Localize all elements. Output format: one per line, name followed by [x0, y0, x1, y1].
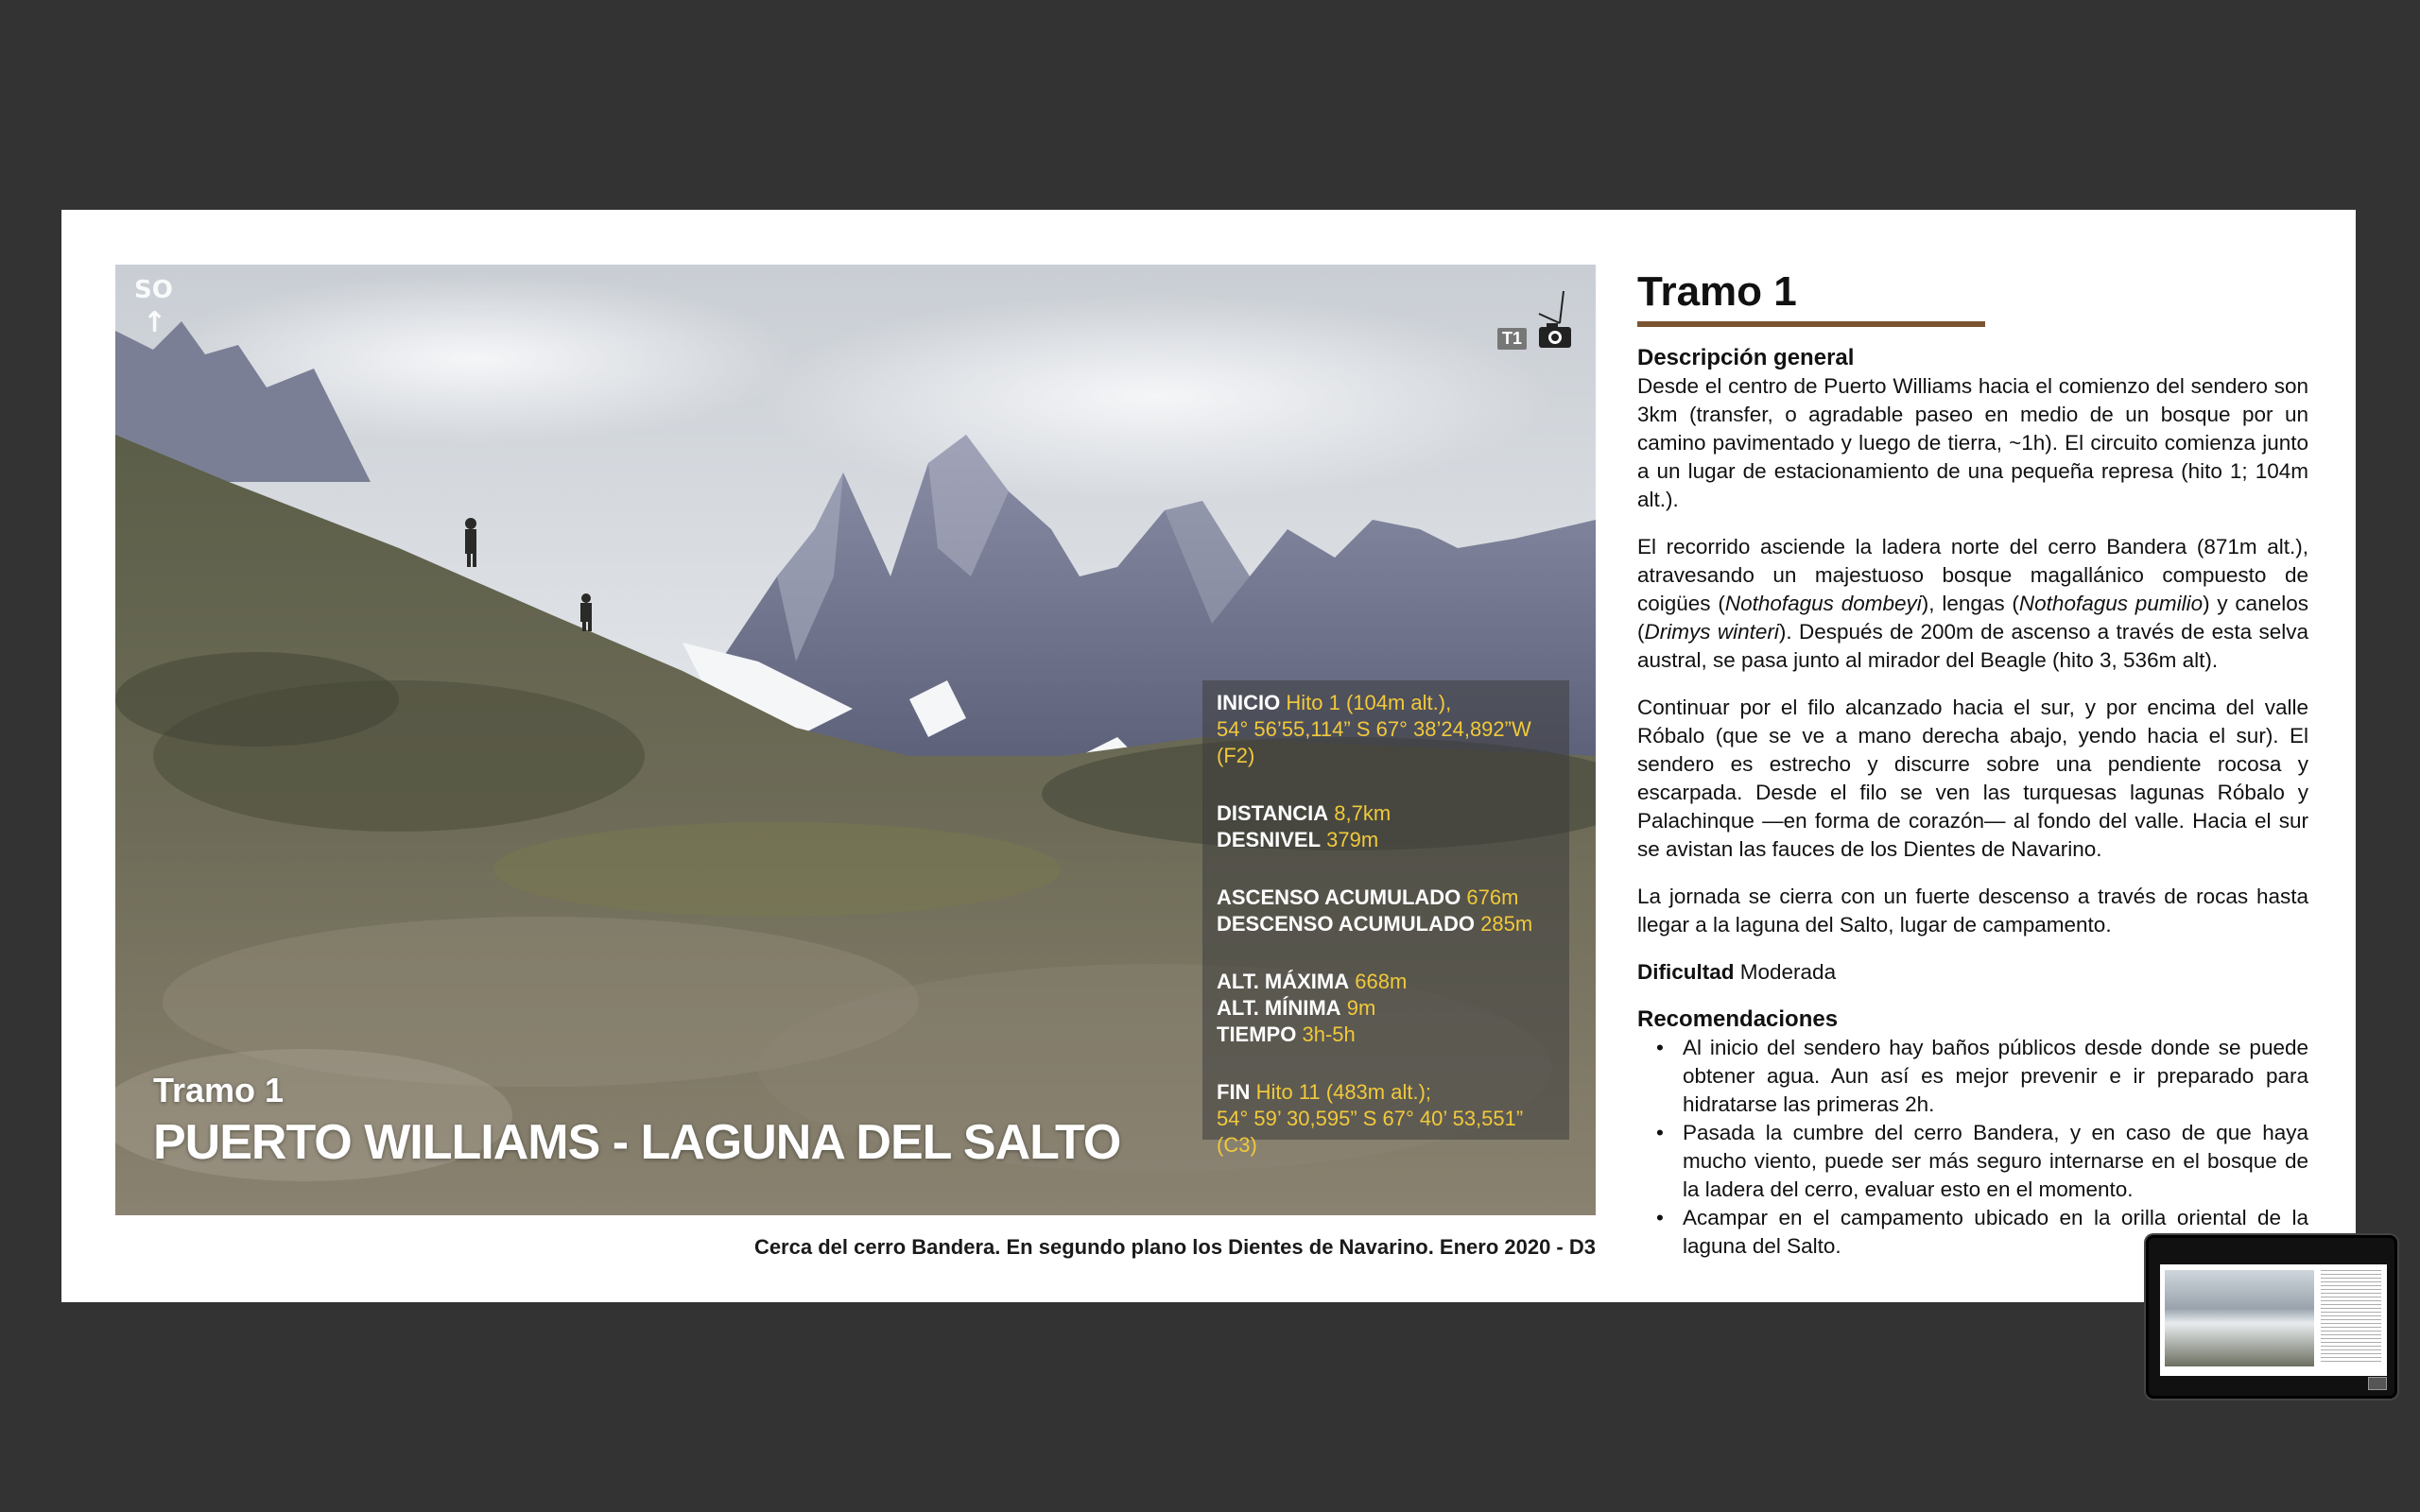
stats-cumulative: [1217, 885, 1569, 937]
document-page: [61, 210, 2356, 1302]
end-label: FIN: [1217, 1080, 1251, 1104]
paragraph-2-text: ) y canelos (: [1637, 592, 2308, 644]
descent-label: DESCENSO ACUMULADO: [1217, 912, 1475, 936]
time-label: TIEMPO: [1217, 1022, 1297, 1046]
elevation-gain-value: 379m: [1326, 828, 1379, 851]
camera-location-marker: [1490, 284, 1575, 350]
orientation-label: SO: [134, 276, 173, 304]
thumbnail-text: [2321, 1270, 2381, 1365]
paragraph-1: Desde el centro de Puerto Williams hacia el comienzo del sendero son 3km (transfer, o agradable paseo en medio de un bosque por un camino pavimentado y luego de tierra, ~1h). El circuito comienza junto a un lugar de estacionamiento de una pequeña represa (hito 1; 104m alt.).: [1637, 374, 2308, 511]
trail-photo: [115, 265, 1596, 1215]
species-name: Nothofagus pumilio: [2018, 592, 2204, 615]
difficulty: [1637, 958, 2308, 987]
paragraph-2-text: ), lengas (: [1921, 592, 2019, 615]
distance-label: DISTANCIA: [1217, 801, 1329, 825]
title-underline: [1637, 321, 1985, 327]
alt-max-label: ALT. MÁXIMA: [1217, 970, 1350, 993]
page-title: Tramo 1: [1637, 268, 1797, 315]
text-column: [1637, 265, 2308, 1261]
page-thumbnail-navigator[interactable]: [2146, 1235, 2397, 1399]
descent-value: 285m: [1480, 912, 1533, 936]
distance-value: 8,7km: [1334, 801, 1392, 825]
thumbnail-image: [2165, 1270, 2314, 1366]
camera-icon: [1535, 289, 1573, 350]
end-value: Hito 11 (483m alt.);: [1255, 1080, 1432, 1104]
stats-start: [1217, 690, 1569, 769]
paragraph-2-text: El recorrido asciende la ladera norte del cerro Bandera (871m alt.), atravesando un majestuoso bosque magallánico compuesto de coigües (: [1637, 535, 2308, 615]
stats-end: [1217, 1079, 1569, 1159]
paragraph-2-text: ). Después de 200m de ascenso a través de esta selva austral, se pasa junto al mirador del Beagle (hito 3, 536m alt).: [1637, 620, 2308, 672]
stats-altitude: [1217, 969, 1569, 1048]
photo-title-route: PUERTO WILLIAMS - LAGUNA DEL SALTO: [153, 1115, 1121, 1170]
photo-caption: Cerca del cerro Bandera. En segundo plano los Dientes de Navarino. Enero 2020 - D3: [753, 1235, 1596, 1259]
difficulty-label: Dificultad: [1637, 960, 1735, 984]
thumbnail-screen-icon: [2368, 1377, 2387, 1390]
list-item: • Acampar en el campamento ubicado en la orilla oriental de la laguna del Salto.: [1683, 1204, 2308, 1261]
photo-title: [153, 1070, 1120, 1174]
segment-tag: T1: [1497, 328, 1527, 350]
start-coords: 54° 56’55,114” S 67° 38’24,892”W (F2): [1217, 717, 1531, 767]
photo-title-segment: Tramo 1: [153, 1071, 285, 1109]
alt-min-value: 9m: [1346, 996, 1376, 1020]
thumbnail-page: [2160, 1264, 2387, 1376]
alt-min-label: ALT. MÍNIMA: [1217, 996, 1341, 1020]
paragraph-3: Continuar por el filo alcanzado hacia el sur, y por encima del valle Róbalo (que se ve a mano derecha abajo, yendo hacia el sur). El sendero es estrecho y discurre sobre una pendiente rocosa y escarpada. Desde el filo se ven las turquesas lagunas Róbalo y Palachinque —en forma de corazón— al fondo del valle. Hacia el sur se avistan las fauces de los Dientes de Navarino.: [1637, 696, 2308, 861]
ascent-value: 676m: [1466, 885, 1519, 909]
recommendations-list: [1637, 1034, 2308, 1261]
end-coords: 54° 59’ 30,595” S 67° 40’ 53,551” (C3): [1217, 1107, 1524, 1157]
orientation-indicator: [134, 276, 173, 342]
list-item: • Pasada la cumbre del cerro Bandera, y en caso de que haya mucho viento, puede ser más seguro internarse en el bosque de la ladera del cerro, evaluar esto en el momento.: [1683, 1119, 2308, 1204]
elevation-gain-label: DESNIVEL: [1217, 828, 1322, 851]
ascent-label: ASCENSO ACUMULADO: [1217, 885, 1461, 909]
species-name: Drimys winteri: [1644, 620, 1779, 644]
paragraph-4: La jornada se cierra con un fuerte descenso a través de rocas hasta llegar a la laguna del Salto, lugar de campamento.: [1637, 885, 2308, 936]
trail-stats-panel: [1202, 680, 1569, 1157]
start-value: Hito 1 (104m alt.),: [1286, 691, 1452, 714]
recommendations-heading: Recomendaciones: [1637, 1006, 1839, 1032]
description-heading: Descripción general: [1637, 345, 1855, 370]
north-arrow-icon: ↑: [142, 306, 166, 339]
list-item: • Al inicio del sendero hay baños públicos desde donde se puede obtener agua. Aun así es mejor prevenir e ir preparado para hidratarse las primeras 2h.: [1683, 1034, 2308, 1119]
difficulty-value: Moderada: [1734, 960, 1837, 984]
stats-distance: [1217, 800, 1569, 853]
time-value: 3h-5h: [1302, 1022, 1356, 1046]
paragraph-2: [1637, 533, 2308, 675]
alt-max-value: 668m: [1355, 970, 1408, 993]
start-label: INICIO: [1217, 691, 1281, 714]
species-name: Nothofagus dombeyi: [1724, 592, 1922, 615]
